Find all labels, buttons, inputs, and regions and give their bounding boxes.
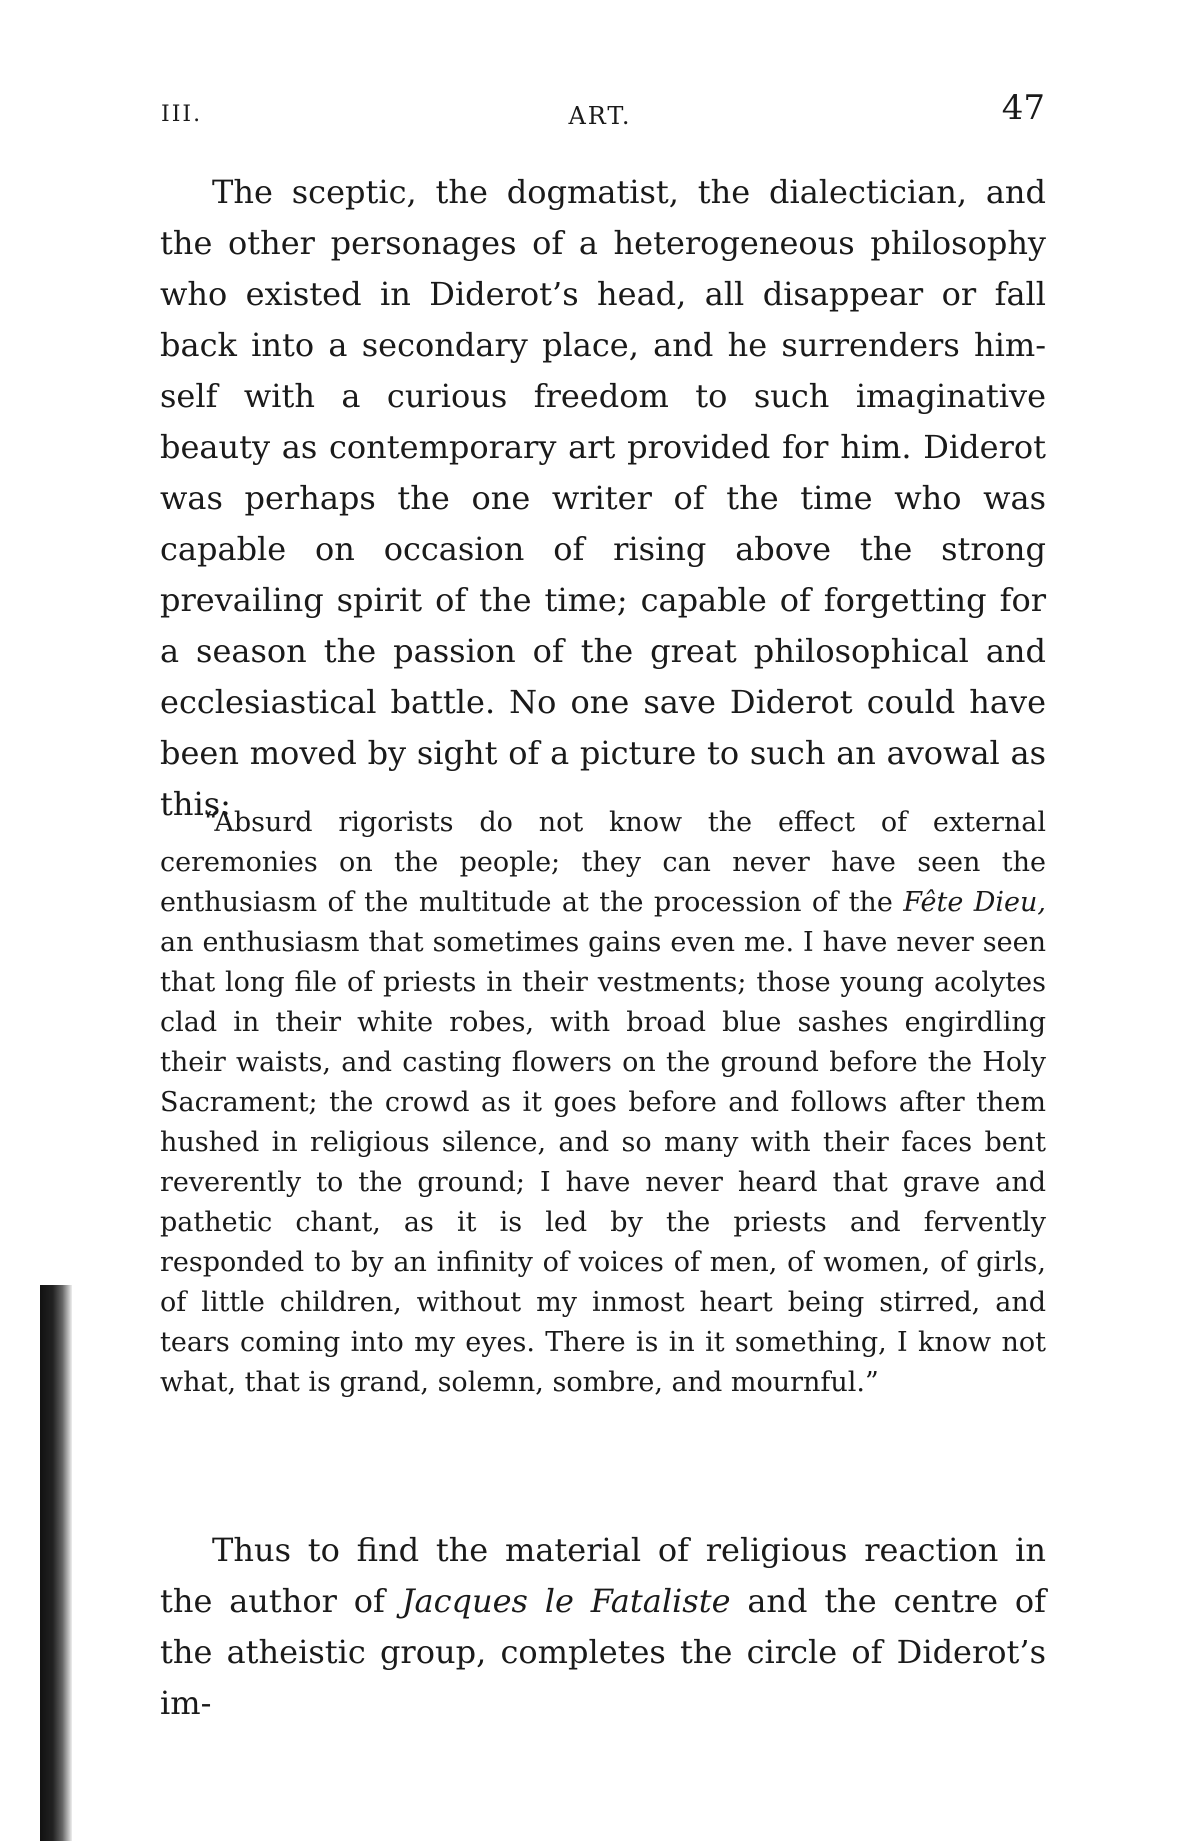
book-title-italic: Jacques le Fataliste	[401, 1582, 731, 1620]
paragraph-text: The sceptic, the dogmatist, the dialectician, and the other personages of a heterogeneous philosophy who existed in Diderot’s head, all disappear or fall back into a secondary place, and he surrenders himself with a curious freedom to such imaginative beauty as contemporary art provided for him. Diderot was perhaps the one writer of the time who was capable on occasion of rising above the strong prevailing spirit of the time; capable of forgetting for a season the passion of the great philosophical and ecclesiastical battle. No one save Diderot could have been moved by sight of a picture to such an avowal as this:	[160, 173, 1046, 823]
quote-italic-fete-dieu: Fête Dieu,	[903, 887, 1046, 918]
chapter-number: III.	[161, 102, 203, 127]
closing-text-start: Thus to find the material of religious reaction in the author of	[160, 1531, 1046, 1620]
quote-text-start: “Absurd rigorists do not know the effect of external ceremonies on the people; they can never have seen the enthusiasm of the multitude at the procession of the	[160, 807, 1046, 918]
main-paragraph	[160, 167, 1046, 830]
closing-paragraph	[160, 1525, 1046, 1729]
quote-text	[160, 803, 1046, 1403]
closing-text	[160, 1525, 1046, 1729]
running-title: ART.	[568, 102, 632, 130]
closing-text-end: and the centre of the atheistic group, completes the circle of Diderot’s im-	[160, 1582, 1047, 1722]
page-number: 47	[1001, 88, 1045, 128]
scan-edge-shadow	[40, 1285, 72, 1841]
running-header	[155, 88, 1045, 138]
block-quote	[160, 803, 1046, 1403]
quote-text-end: an enthusiasm that sometimes gains even me. I have never seen that long file of priests in their vestments; those young acolytes clad in their white robes, with broad blue sashes engirdling their waists, and casting flowers on the ground before the Holy Sacrament; the crowd as it goes before and follows after them hushed in religious silence, and so many with their faces bent reverently to the ground; I have never heard that grave and pathetic chant, as it is led by the priests and fervently responded to by an infinity of voices of men, of women, of girls, of little children, without my inmost heart being stirred, and tears coming into my eyes. There is in it something, I know not what, that is grand, solemn, sombre, and mournful.”	[160, 927, 1046, 1398]
